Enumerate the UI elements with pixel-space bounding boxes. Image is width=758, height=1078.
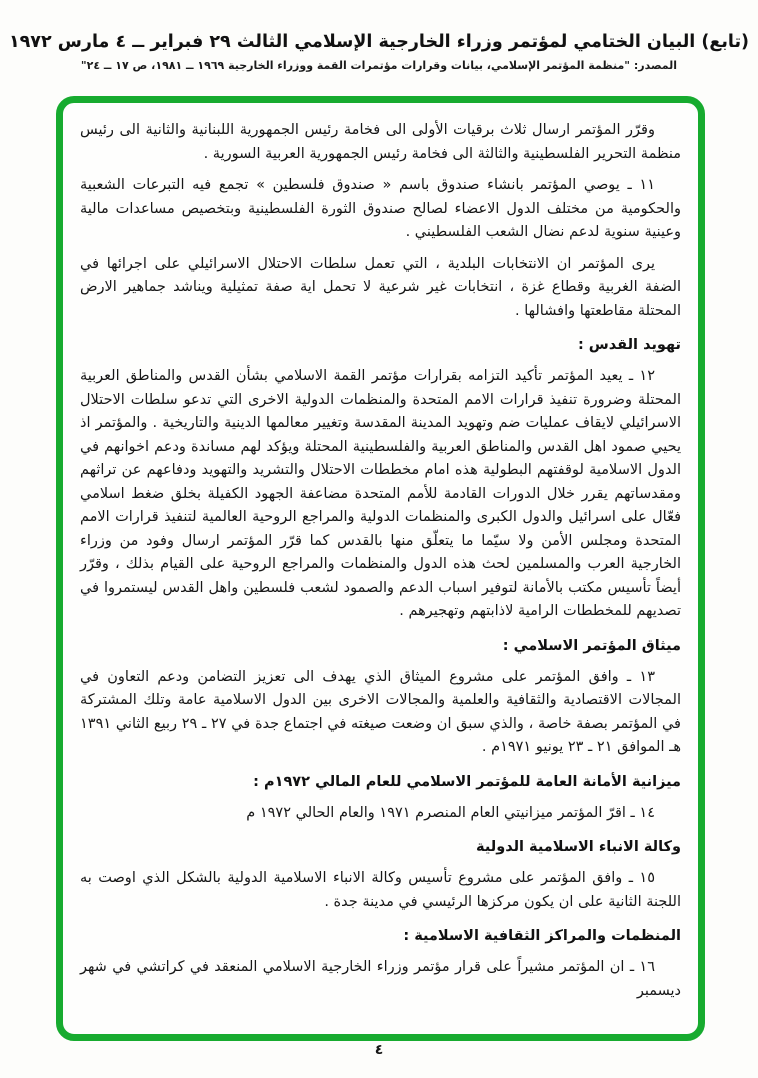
section-heading-islamic-cultural-centers: المنظمات والمراكز الثقافية الاسلامية :	[403, 928, 681, 944]
paragraph-item-13-charter: ١٣ ـ وافق المؤتمر على مشروع الميثاق الذي يهدف الى تعزيز التضامن ودعم التعاون في المجالات الاقتصادية والثقافية والعلمية والمجالات الاخرى بين الدول الاسلامية عامة وتلك المشتركة في المؤتمر بصفة خاصة ، والذي سبق ان وضعت صيغته في اجتماع جدة في ٢٧ ـ ٢٩ ربيع الثاني ١٣٩١ هـ الموافق ٢١ ـ ٢٣ يونيو ١٩٧١م .	[80, 668, 681, 755]
paragraph-item-12-jerusalem: ١٢ ـ يعيد المؤتمر تأكيد التزامه بقرارات مؤتمر القمة الاسلامي بشأن القدس والمناطق العربية المحتلة وضرورة تنفيذ قرارات الامم المتحدة والمنظمات الدولية الاخرى التي تدعو سلطات الاحتلال الاسرائيلي لايقاف عمليات ضم وتهويد المدينة المقدسة وتغيير معالمها الدينية والتاريخية . والمؤتمر اذ يحيي صمود اهل القدس والمناطق العربية والفلسطينية المحتلة ويؤكد لهم مساندة ودعم اخوانهم في الدول الاسلامية لوقفتهم البطولية هذه امام مخططات الاحتلال والتشريد والتهويد ودفاعهم عن تراثهم ومقدساتهم يقرر خلال الدورات القادمة للأمم المتحدة مضاعفة الجهود الكفيلة بخلق ضغط اسلامي فعّال على اسرائيل والدول الكبرى والمنظمات الدولية والمراجع الروحية العالمية لتنفيذ قرارات الامم المتحدة ومجلس الأمن ولا سيّما ما يتعلّق منها بالقدس كما قرّر المؤتمر ارسال وفود من وزراء الخارجية العرب والمسلمين لحث هذه الدول والمنظمات والمراجع الروحية على القيام بذلك ، وقرّر أيضاً تأسيس مكتب بالأمانة لتوفير اسباب الدعم والصمود لشعب فلسطين واهل القدس ليستمروا في تصديهم للمخططات الرامية لاذابتهم وتهجيرهم .	[80, 368, 681, 619]
paragraph-municipal-elections: يرى المؤتمر ان الانتخابات البلدية ، التي تعمل سلطات الاحتلال الاسرائيلي على اجرائها في الضفة الغربية وقطاع غزة ، انتخابات غير شرعية لا تحمل اية صفة تمثيلية ويناشد جماهير الارض المحتلة مقاطعتها وافشالها .	[80, 255, 681, 319]
document-title: (تابع) البيان الختامي لمؤتمر وزراء الخارجية الإسلامي الثالث ٢٩ فبراير ــ ٤ مارس ١٩٧٢	[8, 32, 750, 52]
content-border-box	[56, 96, 705, 1041]
section-heading-international-islamic-news-agency: وكالة الانباء الاسلامية الدولية	[476, 839, 681, 855]
paragraph-telegrams: وقرّر المؤتمر ارسال ثلاث برقيات الأولى الى فخامة رئيس الجمهورية اللبنانية والثانية الى رئيس منظمة التحرير الفلسطينية والثالثة الى فخامة رئيس الجمهورية العربية السورية .	[80, 122, 681, 162]
document-header	[0, 32, 758, 72]
paragraph-item-11-palestine-fund: ١١ ـ يوصي المؤتمر بانشاء صندوق باسم « صندوق فلسطين » تجمع فيه التبرعات الشعبية والحكومية من مختلف الدول الاعضاء لصالح صندوق الثورة الفلسطينية وبتخصيص مساعدات مالية وعينية سنوية لدعم نضال الشعب الفلسطيني .	[80, 177, 681, 240]
document-source-citation: المصدر: "منظمة المؤتمر الإسلامي، بيانات وقرارات مؤتمرات القمة ووزراء الخارجية ١٩٦٩ ــ ١٩٨١، ص ١٧ ــ ٢٤"	[80, 59, 678, 72]
page-number: ٤	[374, 1042, 384, 1058]
section-heading-secretariat-budget: ميزانية الأمانة العامة للمؤتمر الاسلامي للعام المالي ١٩٧٢م :	[253, 773, 681, 790]
section-heading-islamic-conference-charter: ميثاق المؤتمر الاسلامي :	[502, 637, 681, 654]
paragraph-item-14-budgets: ١٤ ـ اقرّ المؤتمر ميزانيتي العام المنصرم ١٩٧١ والعام الحالي ١٩٧٢ م	[246, 804, 655, 821]
paragraph-item-16-karachi-resolution: ١٦ ـ ان المؤتمر مشيراً على قرار مؤتمر وزراء الخارجية الاسلامي المنعقد في كراتشي في شهر ديسمبر	[80, 959, 681, 999]
section-heading-judaization-of-jerusalem: تهويد القدس :	[577, 337, 681, 353]
paragraph-item-15-news-agency: ١٥ ـ وافق المؤتمر على مشروع تأسيس وكالة الانباء الاسلامية الدولية بالشكل الذي اوصت به اللجنة الثانية على ان يكون مركزها الرئيسي في مدينة جدة .	[80, 870, 681, 910]
